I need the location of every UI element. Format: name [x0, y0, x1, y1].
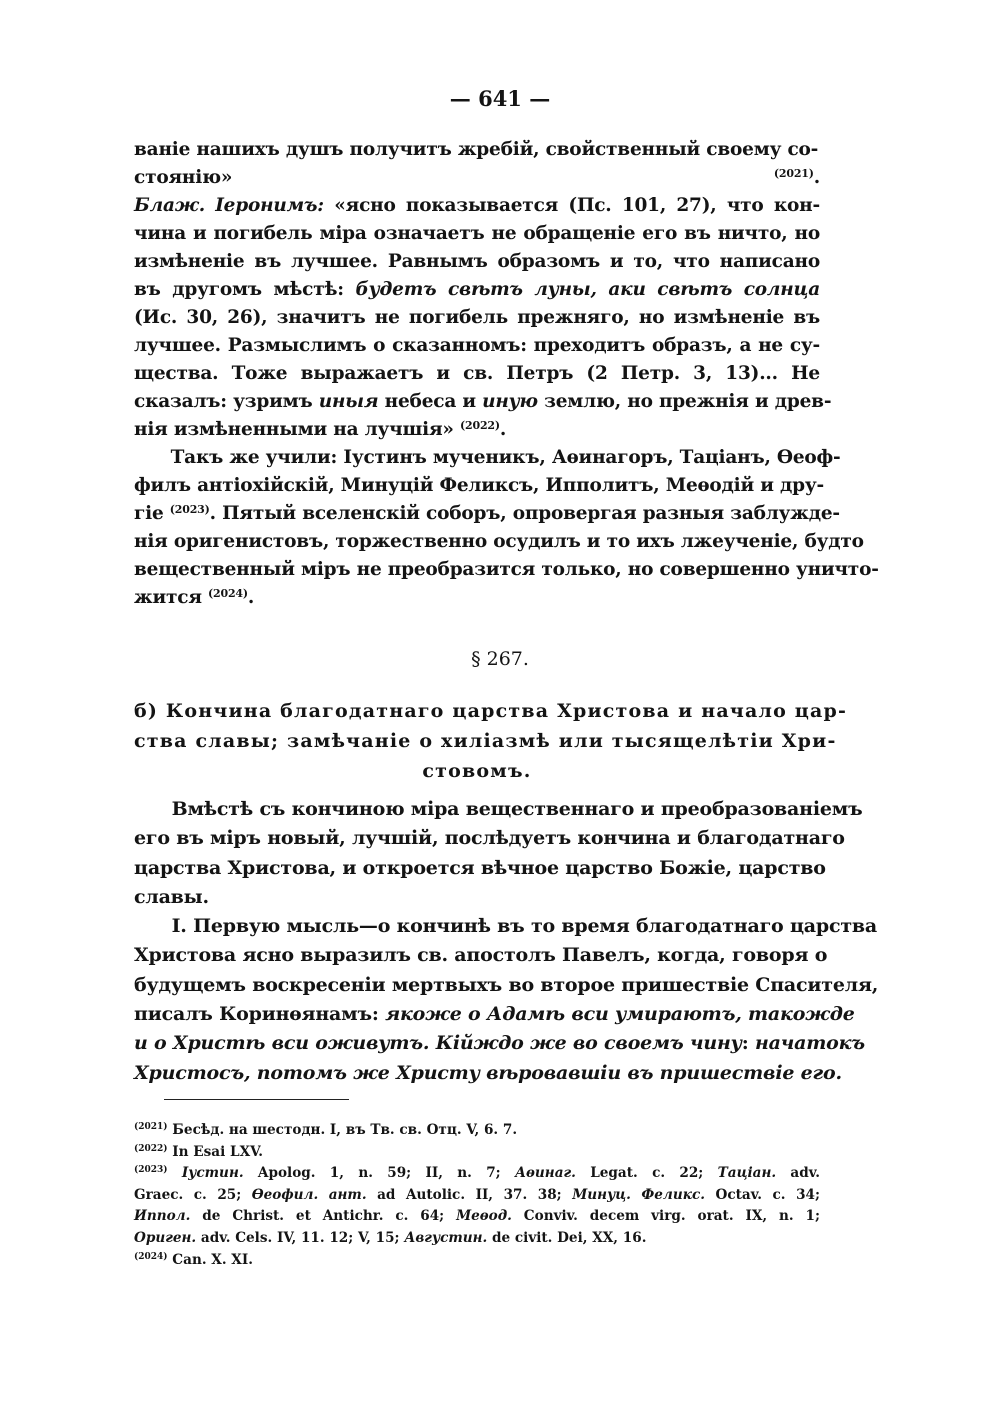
text-line [134, 388, 832, 416]
italic-text: Меѳод. [456, 1208, 512, 1225]
footnote-divider [164, 1099, 349, 1100]
text-line [134, 941, 828, 970]
text-segment: измѣненіе въ лучшее. Равнымъ образомъ и то, что написано [134, 251, 820, 272]
text-line [134, 1228, 820, 1250]
text-segment: б) Кончина благодатнаго царства Христова и начало цар- [134, 700, 848, 722]
italic-text: Минуц. Феликс. [572, 1186, 705, 1203]
text-block-upper [134, 136, 879, 612]
text-segment: : [741, 1032, 755, 1055]
italic-text: якоже о Адамѣ вси умираютъ, такожде [385, 1003, 855, 1026]
text-segment: щества. Тоже выражаетъ и св. Петръ (2 Петр. 3, 13)... Не [134, 363, 820, 384]
footnote-ref: (2024) [208, 587, 248, 600]
text-segment: стовомъ. [422, 760, 532, 782]
text-block-lower [134, 795, 879, 1088]
text-line [134, 1059, 842, 1088]
text-segment: Христова ясно выразилъ св. апостолъ Павелъ, когда, говоря о [134, 944, 828, 967]
text-line [134, 136, 820, 164]
text-line [134, 584, 820, 612]
text-segment: adv. [776, 1165, 820, 1182]
text-line [134, 332, 820, 360]
text-segment [168, 1165, 182, 1181]
text-line [134, 696, 848, 726]
text-segment: царства Христова, и откроется вѣчное царство Божіе, царство [134, 856, 826, 879]
text-segment: жится [134, 587, 209, 608]
text-segment: «ясно показывается (Пс. 101, 27), что кон- [323, 195, 820, 216]
text-segment: филъ антіохійскій, Минуцій Феликсъ, Ипполитъ, Меѳодій и дру- [134, 475, 825, 496]
text-line [134, 726, 837, 756]
italic-text: Августин. [404, 1229, 488, 1246]
footnote-ref: (2024) [134, 1251, 168, 1262]
text-segment: Can. X. XI. [167, 1251, 253, 1268]
text-line [134, 304, 820, 332]
text-line [134, 1185, 820, 1207]
text-segment: I. Первую мысль—о кончинѣ въ то время благодатнаго царства [134, 915, 878, 938]
text-line [134, 854, 826, 883]
footnote-ref: (2021) [134, 1122, 168, 1132]
text-line [134, 883, 820, 912]
text-segment: лучшее. Размыслимъ о сказанномъ: преходитъ образъ, а не су- [134, 335, 820, 356]
text-line [134, 276, 820, 304]
text-segment: (Ис. 30, 26), значитъ не погибель прежняго, но измѣненіе въ [134, 307, 820, 328]
text-line [134, 444, 841, 472]
text-line [134, 1120, 820, 1142]
text-segment: Graec. c. 25; [134, 1186, 252, 1203]
italic-text: Христосъ, потомъ же Христу вѣровавшіи въ пришествіе его. [134, 1061, 842, 1084]
text-segment: de Christ. et Antichr. c. 64; [190, 1208, 457, 1225]
text-line [134, 360, 820, 388]
text-segment: ad Autolic. II, 37. 38; [366, 1186, 573, 1203]
text-line [134, 556, 879, 584]
text-segment: вещественный міръ не преобразится только, но совершенно уничто- [134, 559, 879, 580]
text-segment: adv. Cels. IV, 11. 12; V, 15; [196, 1229, 405, 1246]
footnote-ref: (2022) [460, 419, 500, 432]
italic-text: иную [482, 391, 538, 412]
text-segment: нія оригенистовъ, торжественно осудилъ и то ихъ лжеученіе, будто [134, 531, 864, 552]
text-line [134, 248, 820, 276]
text-line [134, 971, 879, 1000]
footnote-ref: (2021) [773, 167, 814, 180]
italic-text: Иппол. [134, 1208, 191, 1225]
footnote-ref: (2023) [169, 503, 210, 516]
text-segment: . [499, 419, 507, 440]
text-segment: писалъ Коринѳянамъ: [134, 1003, 386, 1026]
text-line [134, 1000, 855, 1029]
footnote-ref: (2022) [134, 1143, 168, 1154]
text-segment: In Esai LXV. [167, 1143, 264, 1160]
text-line [134, 500, 840, 528]
footnote-ref: (2023) [134, 1165, 168, 1176]
text-segment: . Пятый вселенскій соборъ, опровергая разныя заблужде- [209, 503, 840, 524]
text-line [134, 192, 820, 220]
italic-text: начатокъ [755, 1032, 865, 1055]
text-line [134, 1250, 820, 1272]
text-segment: Такъ же учили: Іустинъ мученикъ, Аѳинагоръ, Таціанъ, Ѳеоф- [134, 447, 841, 468]
page-number: — 641 — [449, 86, 551, 111]
text-segment: нія измѣненными на лучшія» [134, 419, 461, 440]
text-segment: de civit. Dei, XX, 16. [487, 1229, 647, 1246]
text-line [134, 1029, 865, 1058]
text-segment: славы. [134, 885, 209, 908]
text-line [134, 220, 820, 248]
text-segment: . [813, 167, 820, 188]
text-segment: Conviv. decem virg. orat. IX, n. 1; [511, 1208, 820, 1225]
text-line [134, 795, 863, 824]
text-segment: гіе [134, 503, 170, 524]
text-line [134, 1206, 820, 1228]
text-segment: ства славы; замѣчаніе о хиліазмѣ или тысящелѣтіи Хри- [134, 730, 837, 752]
text-segment: Octav. c. 34; [704, 1186, 821, 1203]
text-line [134, 912, 878, 941]
italic-text: Блаж. Іеронимъ: [134, 195, 324, 216]
text-line [134, 1142, 820, 1164]
text-line [134, 756, 820, 786]
text-line [134, 416, 820, 444]
italic-text: иныя [318, 391, 379, 412]
italic-text: Таціан. [717, 1165, 777, 1182]
text-segment: ваніе нашихъ душъ получитъ жребій, свойственный своему со- [134, 139, 819, 160]
text-segment: его въ міръ новый, лучшій, послѣдуетъ кончина и благодатнаго [134, 827, 845, 850]
section-number: § 267. [471, 648, 529, 670]
text-segment: въ другомъ мѣстѣ: [134, 279, 356, 300]
text-segment: Apolog. 1, n. 59; II, n. 7; [243, 1165, 515, 1182]
text-segment: . [247, 587, 255, 608]
text-segment: землю, но прежнія и древ- [537, 391, 832, 412]
text-segment: небеса и [378, 391, 483, 412]
italic-text: Ориген. [134, 1229, 197, 1246]
text-line [134, 824, 845, 853]
text-segment: будущемъ воскресеніи мертвыхъ во второе пришествіе Спасителя, [134, 973, 879, 996]
text-line [134, 1163, 820, 1185]
italic-text: Аѳинаг. [514, 1165, 576, 1182]
italic-text: Іустин. [181, 1165, 244, 1182]
text-segment: сказалъ: узримъ [134, 391, 319, 412]
text-line [134, 472, 825, 500]
text-line [134, 164, 820, 192]
italic-text: и о Христѣ вси оживутъ. Кійждо же во своемъ чину [134, 1032, 742, 1055]
text-segment: Вмѣстѣ съ кончиною міра вещественнаго и преобразованіемъ [134, 798, 863, 820]
italic-text: будетъ свѣтъ луны, аки свѣтъ солнца [355, 279, 820, 300]
section-heading [134, 696, 848, 786]
footnotes [134, 1120, 820, 1271]
italic-text: Ѳеофил. ант. [251, 1186, 367, 1203]
text-line [134, 528, 864, 556]
text-segment: чина и погибель міра означаетъ не обращеніе его въ ничто, но [134, 223, 820, 244]
text-segment: Бесѣд. на шестодн. I, въ Тв. св. Отц. V, 6. 7. [167, 1122, 518, 1138]
text-segment: Legat. c. 22; [575, 1165, 718, 1182]
text-segment: стоянію» [134, 167, 774, 188]
